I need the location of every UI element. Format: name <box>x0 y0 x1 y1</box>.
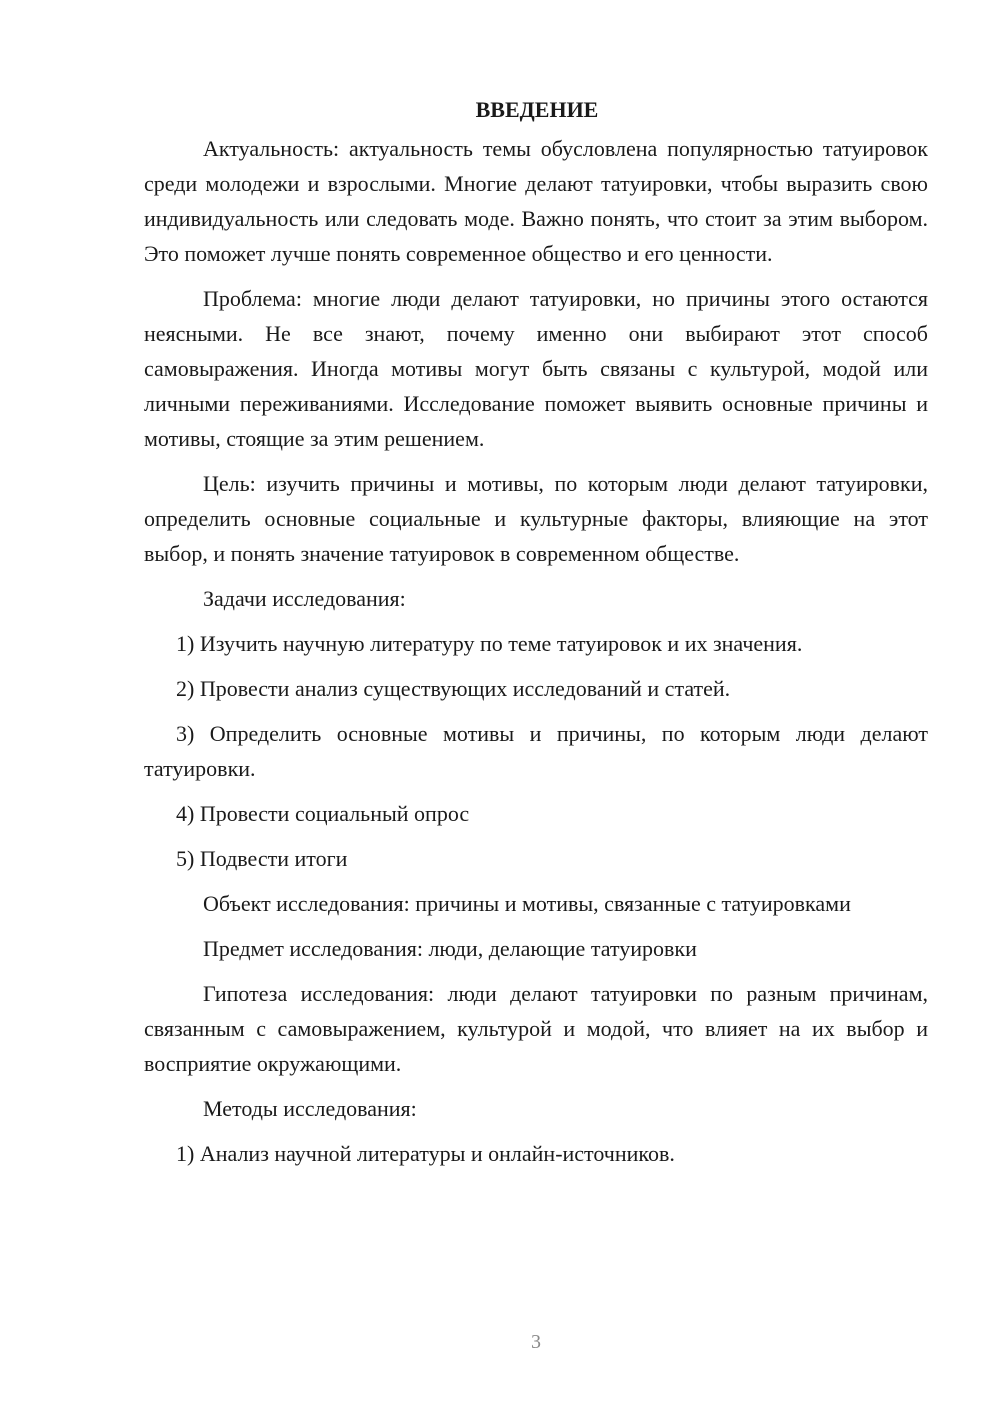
subject-paragraph: Предмет исследования: люди, делающие татуировки <box>203 936 697 961</box>
method-item: 1) Анализ научной литературы и онлайн-источников. <box>176 1141 675 1166</box>
methods-heading: Методы исследования: <box>203 1096 417 1121</box>
relevance-paragraph: Актуальность: актуальность темы обусловлена популярностью татуировок среди молодежи и взрослыми. Многие делают татуировки, чтобы выразить свою индивидуальность или следовать моде. Важно понять, что стоит за этим выбором. Это поможет лучше понять современное общество и его ценности. <box>144 136 928 266</box>
hypothesis-paragraph: Гипотеза исследования: люди делают татуировки по разным причинам, связанным с самовыражением, культурой и модой, что влияет на их выбор и восприятие окружающими. <box>144 981 928 1076</box>
document-page <box>144 92 928 1181</box>
task-item: 3) Определить основные мотивы и причины, по которым люди делают татуировки. <box>144 721 928 781</box>
task-item: 2) Провести анализ существующих исследований и статей. <box>176 676 731 701</box>
task-item: 5) Подвести итоги <box>176 846 348 871</box>
object-paragraph: Объект исследования: причины и мотивы, связанные с татуировками <box>203 891 851 916</box>
page-number: 3 <box>531 1331 541 1353</box>
goal-paragraph: Цель: изучить причины и мотивы, по которым люди делают татуировки, определить основные социальные и культурные факторы, влияющие на этот выбор, и понять значение татуировок в современном обществе. <box>144 471 928 566</box>
tasks-heading: Задачи исследования: <box>203 586 406 611</box>
task-item: 1) Изучить научную литературу по теме татуировок и их значения. <box>176 631 803 656</box>
section-title: ВВЕДЕНИЕ <box>475 97 599 122</box>
task-item: 4) Провести социальный опрос <box>176 801 470 826</box>
problem-paragraph: Проблема: многие люди делают татуировки, но причины этого остаются неясными. Не все знают, почему именно они выбирают этот способ самовыражения. Иногда мотивы могут быть связаны с культурой, модой или личными переживаниями. Исследование поможет выявить основные причины и мотивы, стоящие за этим решением. <box>144 286 928 451</box>
